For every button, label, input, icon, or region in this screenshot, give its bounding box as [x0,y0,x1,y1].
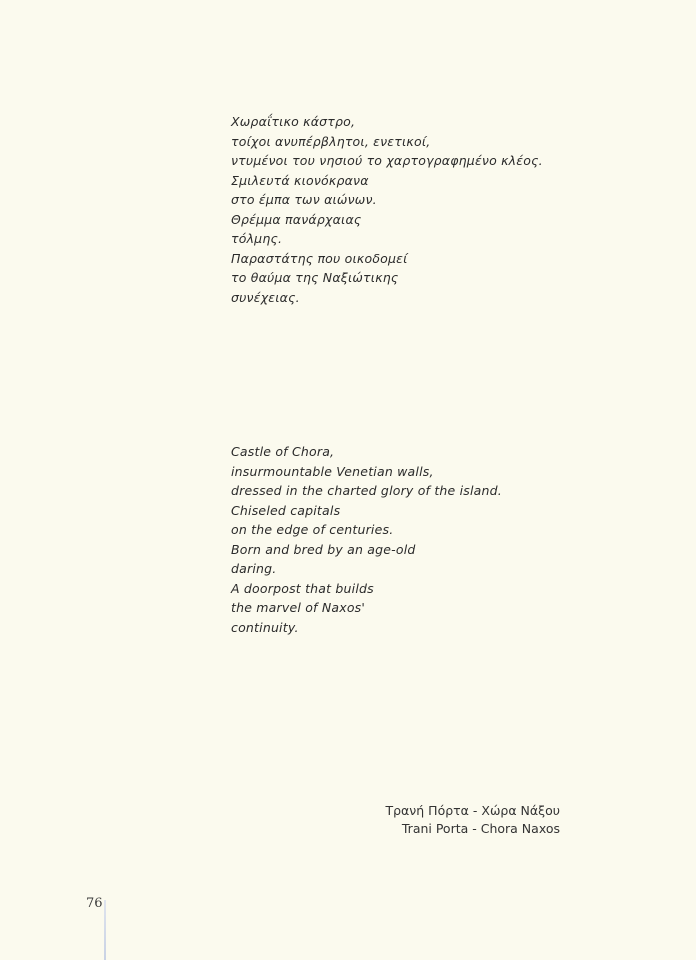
page-edge-mark [104,900,106,960]
poem-greek-line: Χωραΐτικο κάστρο, [231,114,356,129]
poem-greek-line: Παραστάτης που οικοδομεί [231,250,408,266]
page-number: 76 [86,896,103,911]
poem-english-line: Castle of Chora, [231,444,335,459]
poem-english-line: daring. [231,561,277,576]
poem-english-line: continuity. [231,619,299,635]
poem-greek-line: το θαύμα της Ναξιώτικης [231,270,399,285]
caption-english: Trani Porta - Chora Naxos [401,821,560,836]
poem-english [231,442,502,637]
poem-english-line: the marvel of Naxos' [231,600,366,615]
poem-english-line: on the edge of centuries. [231,522,394,537]
poem-greek-line: στο έμπα των αιώνων. [231,192,377,207]
poem-greek-line: συνέχειας. [231,289,300,305]
poem-greek [231,112,543,307]
caption-greek: Τρανή Πόρτα - Χώρα Νάξου [385,803,560,818]
poem-greek-line: Θρέμμα πανάρχαιας [231,211,362,227]
poem-english-line: insurmountable Venetian walls, [231,463,434,479]
poem-greek-line: ντυμένοι του νησιού το χαρτογραφημένο κλέος. [231,153,543,168]
poem-english-line: dressed in the charted glory of the island. [231,483,502,498]
poem-greek-line: τοίχοι ανυπέρβλητοι, ενετικοί, [231,133,431,149]
photo-caption [385,802,560,838]
poem-greek-line: Σμιλευτά κιονόκρανα [231,172,369,188]
poem-english-line: Born and bred by an age-old [231,541,416,557]
poem-english-line: Chiseled capitals [231,502,341,518]
poem-english-line: A doorpost that builds [231,580,374,596]
poem-greek-line: τόλμης. [231,231,283,246]
